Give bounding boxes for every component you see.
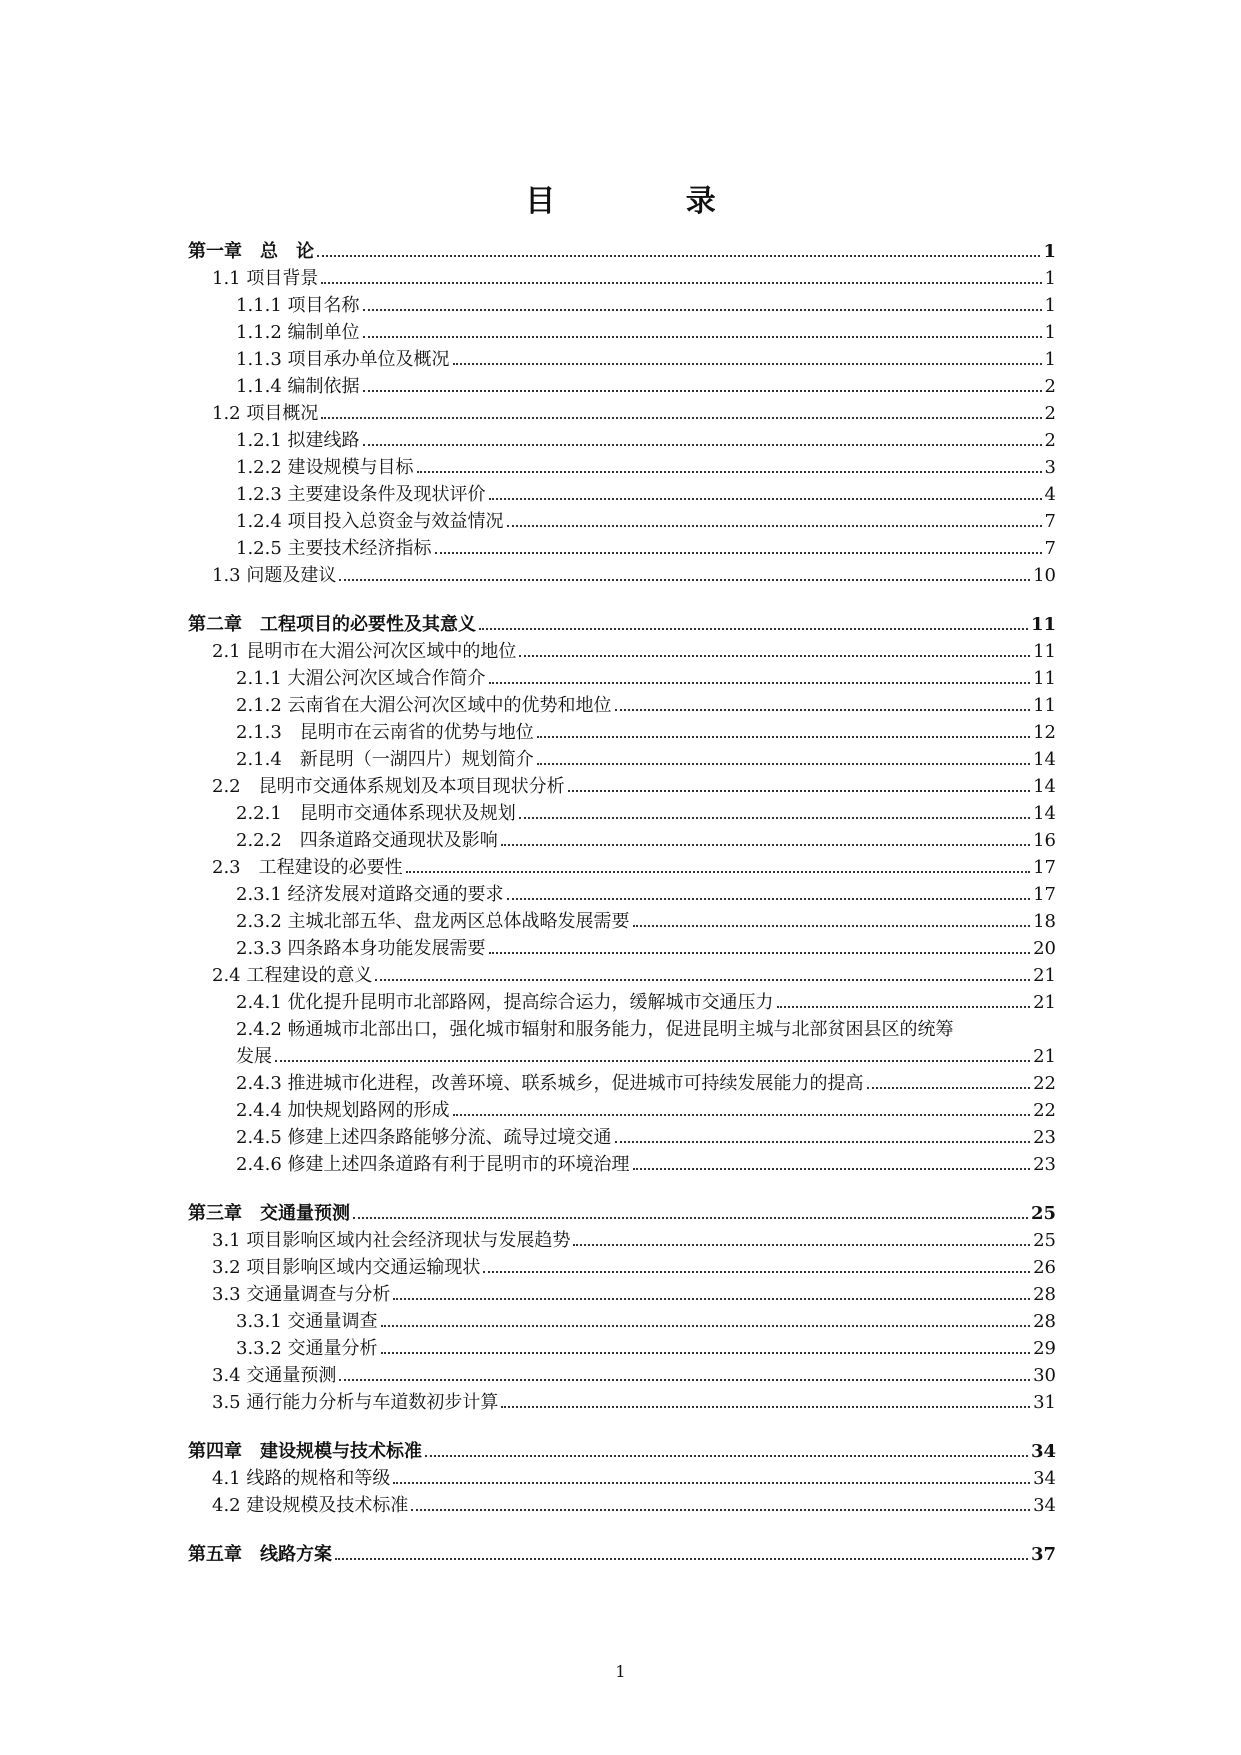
toc-entry[interactable] bbox=[188, 719, 1056, 746]
toc-entry[interactable] bbox=[188, 535, 1056, 562]
toc-entry-page: 34 bbox=[1030, 1441, 1056, 1462]
toc-entry[interactable] bbox=[188, 481, 1056, 508]
toc-entry[interactable] bbox=[188, 908, 1056, 935]
toc-entry-title: 2.2 昆明市交通体系规划及本项目现状分析 bbox=[212, 776, 565, 797]
toc-entry-title: 2.4.1 优化提升昆明市北部路网，提高综合运力，缓解城市交通压力 bbox=[236, 992, 774, 1013]
toc-entry-page: 26 bbox=[1033, 1257, 1056, 1278]
toc-entry[interactable] bbox=[188, 508, 1056, 535]
toc-entry[interactable] bbox=[188, 1151, 1056, 1178]
toc-entry-title: 4.1 线路的规格和等级 bbox=[212, 1468, 391, 1489]
toc-entry-title: 2.4 工程建设的意义 bbox=[212, 965, 373, 986]
dot-leader bbox=[568, 790, 1030, 792]
toc-entry[interactable] bbox=[188, 638, 1056, 665]
toc-entry-title: 1.2.2 建设规模与目标 bbox=[236, 457, 414, 478]
toc-entry[interactable] bbox=[188, 773, 1056, 800]
dot-leader bbox=[275, 1060, 1030, 1062]
toc-entry-page: 11 bbox=[1033, 695, 1056, 716]
toc-chapter-entry[interactable] bbox=[188, 1438, 1056, 1465]
dot-leader bbox=[507, 525, 1042, 527]
dot-leader bbox=[363, 390, 1042, 392]
toc-entry-page: 7 bbox=[1044, 538, 1056, 559]
dot-leader bbox=[339, 579, 1030, 581]
toc-entry-page: 1 bbox=[1044, 322, 1056, 343]
toc-entry-title: 2.4.2 畅通城市北部出口，强化城市辐射和服务能力，促进昆明主城与北部贫困县区的统筹 bbox=[236, 1019, 954, 1040]
toc-entry-title: 2.3.2 主城北部五华、盘龙两区总体战略发展需要 bbox=[236, 911, 630, 932]
toc-entry-title: 4.2 建设规模及技术标准 bbox=[212, 1495, 409, 1516]
dot-leader bbox=[411, 1509, 1030, 1511]
toc-entry[interactable] bbox=[188, 1492, 1056, 1519]
toc-entry[interactable] bbox=[188, 827, 1056, 854]
toc-entry-page: 23 bbox=[1033, 1154, 1056, 1175]
dot-leader bbox=[406, 871, 1030, 873]
page-number: 1 bbox=[615, 1662, 626, 1681]
toc-entry-page: 2 bbox=[1044, 403, 1056, 424]
dot-leader bbox=[867, 1087, 1031, 1089]
toc-entry-page: 18 bbox=[1033, 911, 1056, 932]
dot-leader bbox=[363, 336, 1042, 338]
toc-entry-page: 20 bbox=[1033, 938, 1056, 959]
toc-entry[interactable] bbox=[188, 1097, 1056, 1124]
toc-entry-title: 1.1 项目背景 bbox=[212, 268, 319, 289]
toc-entry-page: 14 bbox=[1033, 749, 1056, 770]
dot-leader bbox=[615, 1141, 1031, 1143]
toc-entry[interactable] bbox=[188, 800, 1056, 827]
toc-entry-page: 14 bbox=[1033, 776, 1056, 797]
toc-entry-page: 1 bbox=[1044, 295, 1056, 316]
toc-entry[interactable] bbox=[188, 1254, 1056, 1281]
toc-entry-title: 1.3 问题及建议 bbox=[212, 565, 337, 586]
toc-entry-title: 1.1.4 编制依据 bbox=[236, 376, 360, 397]
toc-entry-title: 3.4 交通量预测 bbox=[212, 1365, 337, 1386]
toc-entry[interactable] bbox=[188, 427, 1056, 454]
dot-leader bbox=[363, 444, 1042, 446]
toc-entry[interactable] bbox=[188, 1016, 1056, 1070]
toc-entry-title: 3.5 通行能力分析与车道数初步计算 bbox=[212, 1392, 499, 1413]
dot-leader bbox=[633, 1168, 1031, 1170]
dot-leader bbox=[381, 1325, 1031, 1327]
toc-entry-page: 16 bbox=[1033, 830, 1056, 851]
toc-entry[interactable] bbox=[188, 1389, 1056, 1416]
toc-entry-title: 1.2.4 项目投入总资金与效益情况 bbox=[236, 511, 504, 532]
toc-entry-page: 21 bbox=[1033, 1046, 1056, 1067]
toc-entry-page: 37 bbox=[1030, 1544, 1056, 1565]
toc-entry-title: 1.2 项目概况 bbox=[212, 403, 319, 424]
toc-entry-title: 2.1.2 云南省在大湄公河次区域中的优势和地位 bbox=[236, 695, 612, 716]
table-of-contents bbox=[188, 238, 1056, 1568]
toc-entry[interactable] bbox=[188, 265, 1056, 292]
toc-entry-title: 3.3.2 交通量分析 bbox=[236, 1338, 378, 1359]
toc-entry-page: 21 bbox=[1033, 992, 1056, 1013]
toc-entry[interactable] bbox=[188, 562, 1056, 589]
toc-entry-page: 34 bbox=[1033, 1495, 1056, 1516]
toc-entry[interactable] bbox=[188, 854, 1056, 881]
toc-entry[interactable] bbox=[188, 400, 1056, 427]
toc-entry-page: 4 bbox=[1044, 484, 1056, 505]
dot-leader bbox=[321, 282, 1041, 284]
toc-chapter-entry[interactable] bbox=[188, 611, 1056, 638]
toc-entry[interactable] bbox=[188, 1281, 1056, 1308]
toc-entry-title: 3.3 交通量调查与分析 bbox=[212, 1284, 391, 1305]
toc-entry-page: 17 bbox=[1033, 857, 1056, 878]
toc-entry[interactable] bbox=[188, 346, 1056, 373]
toc-entry-page: 30 bbox=[1033, 1365, 1056, 1386]
toc-entry-title: 2.2.2 四条道路交通现状及影响 bbox=[236, 830, 498, 851]
dot-leader bbox=[425, 1455, 1028, 1457]
toc-entry-title: 2.3 工程建设的必要性 bbox=[212, 857, 403, 878]
dot-leader bbox=[393, 1298, 1030, 1300]
toc-entry-title: 2.3.3 四条路本身功能发展需要 bbox=[236, 938, 486, 959]
toc-entry-page: 31 bbox=[1033, 1392, 1056, 1413]
toc-entry-title: 1.1.2 编制单位 bbox=[236, 322, 360, 343]
toc-entry-title: 2.2.1 昆明市交通体系现状及规划 bbox=[236, 803, 516, 824]
toc-entry[interactable] bbox=[188, 935, 1056, 962]
dot-leader bbox=[501, 844, 1030, 846]
toc-entry-title: 2.4.3 推进城市化进程，改善环境、联系城乡，促进城市可持续发展能力的提高 bbox=[236, 1073, 864, 1094]
dot-leader bbox=[507, 898, 1031, 900]
toc-entry[interactable] bbox=[188, 1362, 1056, 1389]
toc-entry-title: 2.1.3 昆明市在云南省的优势与地位 bbox=[236, 722, 534, 743]
toc-entry[interactable] bbox=[188, 1227, 1056, 1254]
toc-entry-title-continued: 发展 bbox=[236, 1046, 272, 1067]
toc-entry[interactable] bbox=[188, 1124, 1056, 1151]
toc-entry[interactable] bbox=[188, 665, 1056, 692]
dot-leader bbox=[537, 763, 1030, 765]
toc-entry-page: 14 bbox=[1033, 803, 1056, 824]
toc-entry[interactable] bbox=[188, 746, 1056, 773]
toc-entry-title: 第三章 交通量预测 bbox=[188, 1203, 350, 1224]
toc-entry-title: 2.1 昆明市在大湄公河次区域中的地位 bbox=[212, 641, 517, 662]
toc-entry-title: 第五章 线路方案 bbox=[188, 1544, 332, 1565]
dot-leader bbox=[483, 1271, 1030, 1273]
toc-entry-title: 第一章 总 论 bbox=[188, 241, 314, 262]
toc-entry-page: 34 bbox=[1033, 1468, 1056, 1489]
toc-entry-title: 1.1.3 项目承办单位及概况 bbox=[236, 349, 450, 370]
dot-leader bbox=[573, 1244, 1030, 1246]
toc-entry-page: 29 bbox=[1033, 1338, 1056, 1359]
dot-leader bbox=[353, 1217, 1028, 1219]
toc-chapter-entry[interactable] bbox=[188, 1200, 1056, 1227]
toc-entry-page: 2 bbox=[1044, 376, 1056, 397]
toc-entry-page: 22 bbox=[1033, 1073, 1056, 1094]
toc-entry-page: 21 bbox=[1033, 965, 1056, 986]
dot-leader bbox=[417, 471, 1042, 473]
dot-leader bbox=[453, 363, 1042, 365]
toc-entry-page: 25 bbox=[1030, 1203, 1056, 1224]
toc-entry[interactable] bbox=[188, 1070, 1056, 1097]
dot-leader bbox=[519, 817, 1030, 819]
dot-leader bbox=[321, 417, 1041, 419]
dot-leader bbox=[777, 1006, 1031, 1008]
dot-leader bbox=[537, 736, 1030, 738]
toc-entry-page: 1 bbox=[1044, 268, 1056, 289]
dot-leader bbox=[317, 255, 1040, 257]
toc-entry-page: 22 bbox=[1033, 1100, 1056, 1121]
toc-chapter-entry[interactable] bbox=[188, 1541, 1056, 1568]
toc-entry[interactable] bbox=[188, 1465, 1056, 1492]
dot-leader bbox=[519, 655, 1030, 657]
toc-entry-title: 2.4.4 加快规划路网的形成 bbox=[236, 1100, 450, 1121]
toc-entry-page: 17 bbox=[1033, 884, 1056, 905]
dot-leader bbox=[501, 1406, 1030, 1408]
toc-entry-page: 11 bbox=[1033, 668, 1056, 689]
dot-leader bbox=[363, 309, 1042, 311]
toc-entry-page: 11 bbox=[1030, 614, 1056, 635]
toc-entry-title: 1.2.3 主要建设条件及现状评价 bbox=[236, 484, 486, 505]
toc-entry-page: 1 bbox=[1044, 349, 1056, 370]
toc-entry-title: 3.3.1 交通量调查 bbox=[236, 1311, 378, 1332]
dot-leader bbox=[489, 498, 1042, 500]
toc-entry-title: 第四章 建设规模与技术标准 bbox=[188, 1441, 422, 1462]
toc-entry[interactable] bbox=[188, 989, 1056, 1016]
toc-entry-title: 3.2 项目影响区域内交通运输现状 bbox=[212, 1257, 481, 1278]
dot-leader bbox=[339, 1379, 1030, 1381]
dot-leader bbox=[489, 952, 1031, 954]
toc-entry-title: 2.1.4 新昆明（一湖四片）规划简介 bbox=[236, 749, 534, 770]
dot-leader bbox=[335, 1558, 1028, 1560]
toc-entry-title: 1.2.5 主要技术经济指标 bbox=[236, 538, 432, 559]
dot-leader bbox=[479, 628, 1028, 630]
toc-entry[interactable] bbox=[188, 1335, 1056, 1362]
toc-entry-page: 11 bbox=[1033, 641, 1056, 662]
toc-entry-title: 1.1.1 项目名称 bbox=[236, 295, 360, 316]
toc-entry-title: 3.1 项目影响区域内社会经济现状与发展趋势 bbox=[212, 1230, 571, 1251]
page-title: 目 录 bbox=[525, 184, 776, 219]
toc-entry-page: 28 bbox=[1033, 1311, 1056, 1332]
toc-entry[interactable] bbox=[188, 292, 1056, 319]
toc-entry-page: 28 bbox=[1033, 1284, 1056, 1305]
toc-entry[interactable] bbox=[188, 692, 1056, 719]
toc-entry-page: 25 bbox=[1033, 1230, 1056, 1251]
toc-entry[interactable] bbox=[188, 962, 1056, 989]
toc-entry-title: 2.4.6 修建上述四条道路有利于昆明市的环境治理 bbox=[236, 1154, 630, 1175]
dot-leader bbox=[615, 709, 1031, 711]
toc-entry-title: 第二章 工程项目的必要性及其意义 bbox=[188, 614, 476, 635]
toc-entry[interactable] bbox=[188, 373, 1056, 400]
toc-entry-title: 1.2.1 拟建线路 bbox=[236, 430, 360, 451]
toc-entry-page: 2 bbox=[1044, 430, 1056, 451]
dot-leader bbox=[375, 979, 1030, 981]
toc-entry[interactable] bbox=[188, 881, 1056, 908]
toc-entry-title: 2.3.1 经济发展对道路交通的要求 bbox=[236, 884, 504, 905]
toc-entry-page: 12 bbox=[1033, 722, 1056, 743]
toc-entry-page: 10 bbox=[1033, 565, 1056, 586]
dot-leader bbox=[453, 1114, 1031, 1116]
dot-leader bbox=[489, 682, 1031, 684]
toc-entry[interactable] bbox=[188, 319, 1056, 346]
toc-entry-page: 3 bbox=[1044, 457, 1056, 478]
toc-entry-page: 1 bbox=[1043, 241, 1056, 262]
dot-leader bbox=[633, 925, 1031, 927]
dot-leader bbox=[393, 1482, 1030, 1484]
toc-entry[interactable] bbox=[188, 454, 1056, 481]
toc-entry-page: 23 bbox=[1033, 1127, 1056, 1148]
dot-leader bbox=[381, 1352, 1031, 1354]
toc-entry-title: 2.1.1 大湄公河次区域合作简介 bbox=[236, 668, 486, 689]
toc-entry[interactable] bbox=[188, 1308, 1056, 1335]
toc-chapter-entry[interactable] bbox=[188, 238, 1056, 265]
toc-entry-page: 7 bbox=[1044, 511, 1056, 532]
dot-leader bbox=[435, 552, 1042, 554]
toc-entry-title: 2.4.5 修建上述四条路能够分流、疏导过境交通 bbox=[236, 1127, 612, 1148]
